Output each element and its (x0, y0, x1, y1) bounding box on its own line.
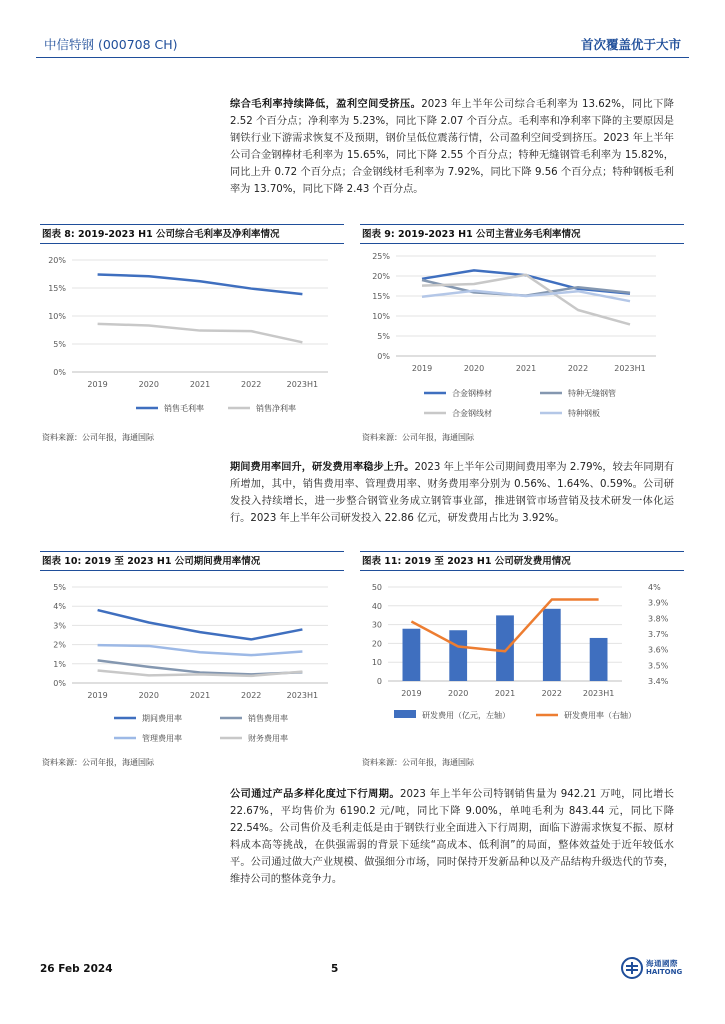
x-tick-label: 2019 (87, 380, 108, 389)
series-line (98, 324, 303, 342)
paragraph-expense-ratio (230, 459, 674, 527)
chart-fig8 (40, 248, 344, 438)
x-tick-label: 2020 (138, 691, 159, 700)
figure-11 (360, 551, 684, 773)
y-tick-label: 0% (53, 679, 66, 688)
legend-swatch (394, 710, 416, 718)
y-tick-label: 40 (371, 601, 382, 611)
bar (403, 629, 421, 681)
y2-tick-label: 4% (648, 583, 661, 592)
series-line (422, 275, 630, 325)
legend-label: 特种无缝钢管 (568, 389, 616, 398)
figure-title: 图表 11: 2019 至 2023 H1 公司研发费用情况 (360, 551, 684, 571)
x-tick-label: 2021 (494, 689, 516, 698)
x-tick-label: 2023H1 (286, 380, 319, 389)
x-tick-label: 2021 (189, 380, 211, 389)
chart-fig9 (360, 248, 684, 438)
legend-label: 财务费用率 (248, 734, 288, 743)
x-tick-label: 2019 (87, 691, 108, 700)
y2-tick-label: 3.5% (648, 661, 669, 671)
y-tick-label: 10% (48, 312, 66, 321)
paragraph-body: 2023 年上半年公司综合毛利率为 13.62%，同比下降 2.52 个百分点；净利率为 5.23%，同比下降 2.07 个百分点。毛利率和净利率下降的主要原因是钢铁行业下游需求恢复不及预期，钢价呈低位震荡行情，公司盈利空间受到挤压。2023 年上半年公司合金钢棒材毛利率为 15.65%，同比下降 2.55 个百分点；特种无缝钢管毛利率为 15.82%，同比上升 0.72 个百分点；合金钢线材毛利率为 7.92%，同比下降 9.56 个百分点；特种钢板毛利率为 13.70%，同比下降 2.43 个百分点。 (230, 99, 674, 195)
y-tick-label: 30 (371, 620, 382, 630)
paragraph-body: 2023 年上半年公司期间费用率为 2.79%，较去年同期有所增加，其中，销售费用率、管理费用率、财务费用率分别为 0.56%、1.64%、0.59%。公司研发投入持续增长，进一步整合钢管业务成立钢管事业部，推进钢管市场营销及技术研发一体化运行。2023 年上半年公司研发投入 22.86 亿元，研发费用占比为 3.92%。 (230, 462, 675, 524)
x-tick-label: 2023H1 (286, 691, 319, 700)
x-tick-label: 2022 (567, 364, 589, 373)
y2-tick-label: 3.9% (648, 598, 669, 608)
x-tick-label: 2020 (138, 380, 159, 389)
x-tick-label: 2022 (241, 380, 262, 389)
paragraph-body: 2023 年上半年公司特钢销售量为 942.21 万吨，同比增长 22.67%，平均售价为 6190.2 元/吨，同比下降 9.00%，单吨毛利为 843.44 元，同比下降 22.54%。公司售价及毛利走低是由于钢铁行业全面进入下行周期，面临下游需求恢复不振、原材料成本高等挑战，在供强需弱的背景下延续“高成本、低利润”的局面，整体效益处于近年较低水平。公司通过做大产业规模、做强细分市场，同时保持开发新品种以及产品结构升级迭代的节奏，维持公司的整体竞争力。 (230, 789, 674, 885)
paragraph-lead: 公司通过产品多样化度过下行周期。 (230, 789, 400, 800)
y2-tick-label: 3.8% (648, 614, 669, 624)
series-line (98, 275, 303, 295)
legend-label: 合金钢棒材 (452, 389, 492, 398)
chart-fig10 (40, 575, 344, 767)
x-tick-label: 2019 (411, 364, 433, 373)
haitong-logo (621, 955, 681, 983)
page-number: 5 (331, 963, 339, 975)
y2-tick-label: 3.6% (648, 645, 669, 655)
x-tick-label: 2020 (448, 689, 469, 698)
y-tick-label: 15% (48, 284, 66, 293)
bar (590, 638, 608, 681)
haitong-logo-icon (621, 957, 643, 979)
legend-label: 销售费用率 (248, 714, 288, 723)
figure-source: 资料来源：公司年报，海通国际 (362, 758, 474, 767)
y-tick-label: 0% (53, 368, 66, 377)
x-tick-label: 2023H1 (582, 689, 615, 698)
chart-fig11 (360, 575, 684, 767)
report-ticker: 中信特钢 (000708 CH) (44, 37, 178, 52)
y-tick-label: 10 (371, 658, 382, 668)
figure-title: 图表 9: 2019-2023 H1 公司主营业务毛利率情况 (360, 224, 684, 244)
paragraph-lead: 期间费用率回升，研发费用率稳步上升。 (230, 462, 415, 473)
y-tick-label: 0% (377, 352, 390, 361)
bar (496, 615, 514, 681)
y-tick-label: 1% (53, 659, 66, 669)
legend-label: 合金钢线材 (452, 409, 492, 418)
y-tick-label: 3% (53, 621, 66, 631)
bar (543, 609, 561, 681)
x-tick-label: 2020 (463, 364, 485, 373)
x-tick-label: 2022 (241, 691, 262, 700)
y-tick-label: 20% (372, 272, 390, 281)
figure-10 (40, 551, 344, 773)
logo-text-cn: 海通國際 (646, 959, 678, 968)
y-tick-label: 2% (53, 640, 66, 650)
series-line (98, 645, 303, 655)
bar (449, 630, 467, 681)
y-tick-label: 20 (371, 639, 382, 649)
header-divider (36, 57, 689, 58)
figure-source: 资料来源：公司年报，海通国际 (362, 433, 474, 442)
y-tick-label: 4% (53, 602, 66, 612)
y-tick-label: 50 (371, 583, 382, 592)
x-tick-label: 2021 (189, 691, 211, 700)
y-tick-label: 0 (376, 677, 382, 686)
legend-label: 特种钢板 (568, 409, 600, 418)
y-tick-label: 20% (48, 256, 66, 265)
figure-source: 资料来源：公司年报，海通国际 (42, 758, 154, 767)
logo-text-en: HAITONG (646, 968, 683, 976)
figure-title: 图表 10: 2019 至 2023 H1 公司期间费用率情况 (40, 551, 344, 571)
legend-label: 销售净利率 (256, 404, 296, 413)
y-tick-label: 5% (53, 340, 66, 349)
report-date: 26 Feb 2024 (40, 963, 113, 975)
x-tick-label: 2022 (541, 689, 562, 698)
paragraph-gross-margin (230, 96, 674, 198)
y2-tick-label: 3.4% (648, 677, 669, 686)
report-rating: 首次覆盖优于大市 (580, 37, 681, 52)
x-tick-label: 2019 (401, 689, 422, 698)
x-tick-label: 2021 (515, 364, 537, 373)
legend-label: 研发费用率（右轴） (564, 711, 636, 720)
figure-source: 资料来源：公司年报，海通国际 (42, 433, 154, 442)
y-tick-label: 5% (53, 583, 66, 592)
legend-label: 研发费用（亿元，左轴） (422, 711, 510, 720)
figure-8 (40, 224, 344, 446)
legend-label: 期间费用率 (142, 714, 182, 723)
figure-title: 图表 8: 2019-2023 H1 公司综合毛利率及净利率情况 (40, 224, 344, 244)
x-tick-label: 2023H1 (614, 364, 646, 373)
y-tick-label: 25% (372, 252, 390, 261)
legend-label: 管理费用率 (142, 734, 182, 743)
legend-label: 销售毛利率 (164, 404, 204, 413)
y-tick-label: 15% (372, 292, 390, 301)
y-tick-label: 5% (377, 332, 390, 341)
paragraph-lead: 综合毛利率持续降低，盈利空间受挤压。 (230, 99, 422, 110)
y-tick-label: 10% (372, 312, 390, 321)
paragraph-product-diversification (230, 786, 674, 888)
y2-tick-label: 3.7% (648, 630, 669, 639)
series-line (98, 610, 303, 639)
figure-9 (360, 224, 684, 446)
